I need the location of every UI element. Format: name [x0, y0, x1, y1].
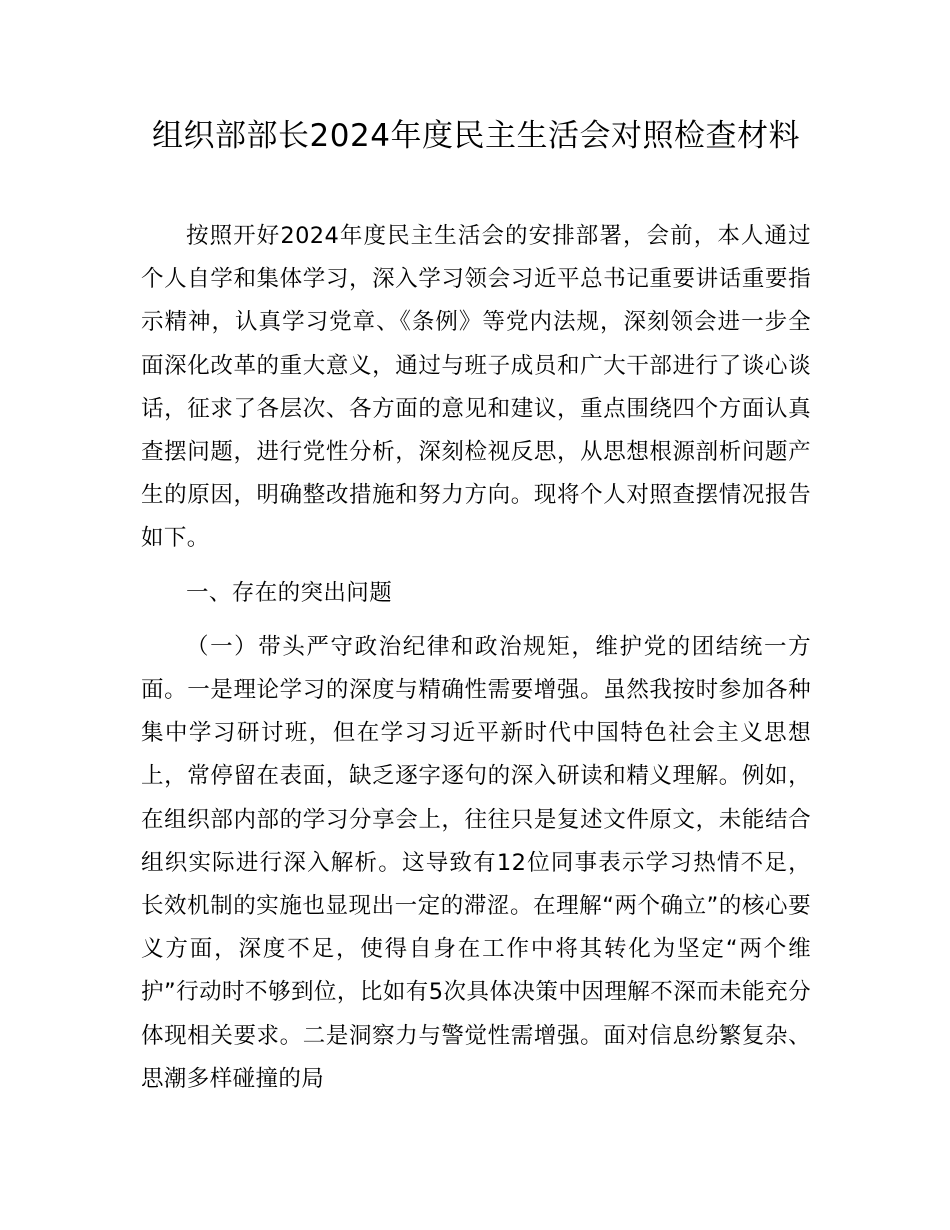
section-heading: 一、存在的突出问题	[186, 579, 393, 606]
document-title: 组织部部长2024年度民主生活会对照检查材料	[152, 118, 800, 154]
document-body	[141, 215, 811, 1101]
intro-paragraph: 按照开好2024年度民主生活会的安排部署，会前，本人通过个人自学和集体学习，深入学习领会习近平总书记重要讲话重要指示精神，认真学习党章、《条例》等党内法规，深刻领会进一步全面深化改革的重大意义，通过与班子成员和广大干部进行了谈心谈话，征求了各层次、各方面的意见和建议，重点围绕四个方面认真查摆问题，进行党性分析，深刻检视反思，从思想根源剖析问题产生的原因，明确整改措施和努力方向。现将个人对照查摆情况报告如下。	[141, 223, 811, 552]
section-paragraph: （一）带头严守政治纪律和政治规矩，维护党的团结统一方面。一是理论学习的深度与精确性需要增强。虽然我按时参加各种集中学习研讨班，但在学习习近平新时代中国特色社会主义思想上，常停留在表面，缺乏逐字逐句的深入研读和精义理解。例如，在组织部内部的学习分享会上，往往只是复述文件原文，未能结合组织实际进行深入解析。这导致有12位同事表示学习热情不足，长效机制的实施也显现出一定的滞涩。在理解“两个确立”的核心要义方面，深度不足，使得自身在工作中将其转化为坚定“两个维护”行动时不够到位，比如有5次具体决策中因理解不深而未能充分体现相关要求。二是洞察力与警觉性需增强。面对信息纷繁复杂、思潮多样碰撞的局	[141, 633, 811, 1092]
